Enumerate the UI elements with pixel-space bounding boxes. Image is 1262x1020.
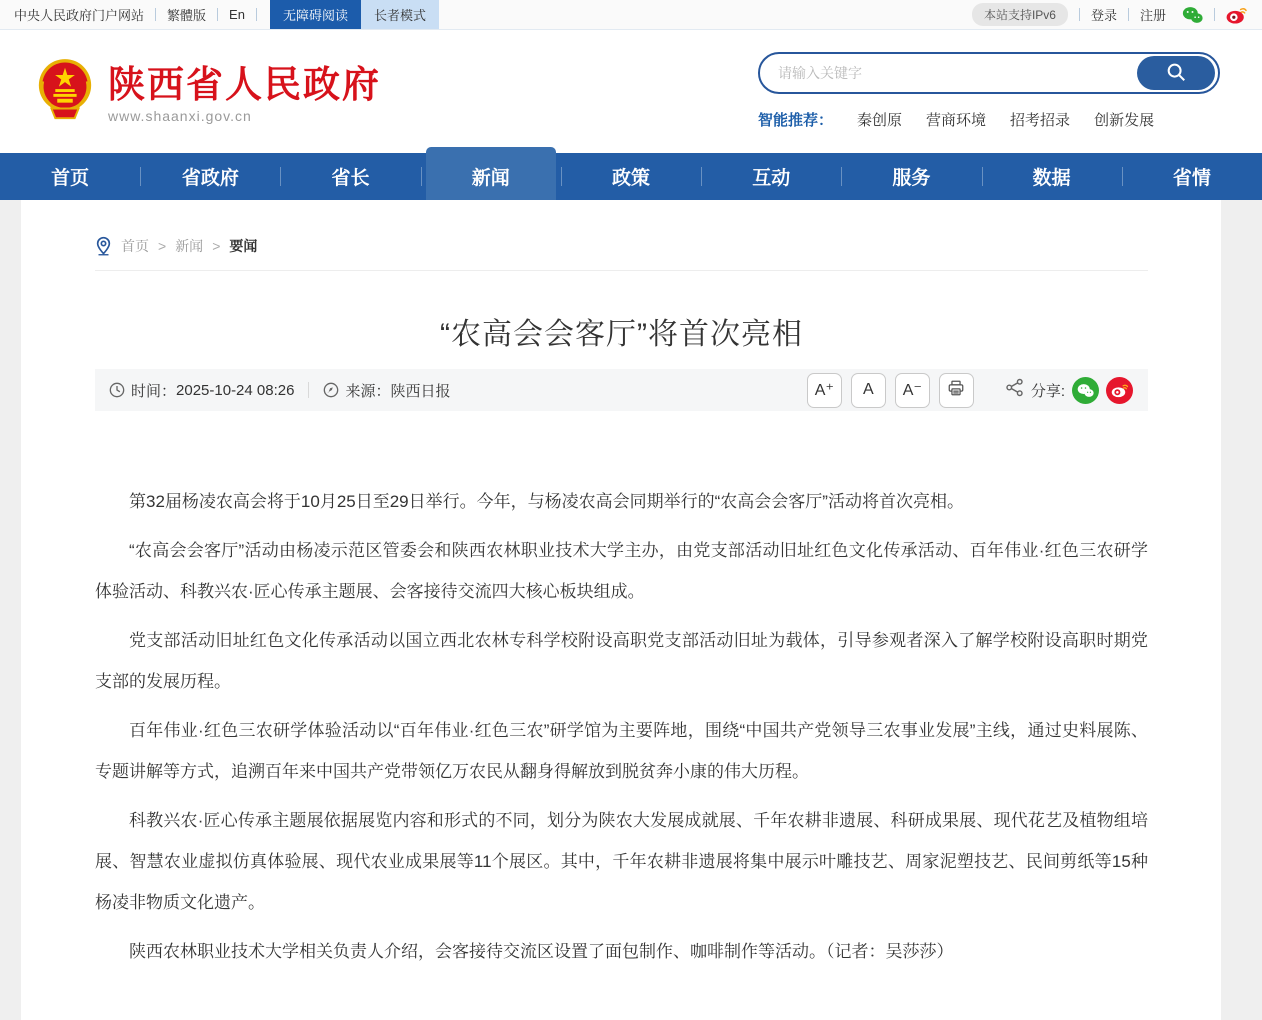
time-label: 时间：: [131, 382, 177, 400]
article: [95, 309, 1148, 972]
article-paragraph: “农高会会客厅”活动由杨凌示范区管委会和陕西农林职业技术大学主办，由党支部活动旧址红色文化传承活动、百年伟业·红色三农研学体验活动、科教兴农·匠心传承主题展、会客接待交流四大核心板块组成。: [95, 541, 1148, 601]
nav-item-news[interactable]: 新闻: [421, 153, 561, 200]
nav-item-provincial-overview[interactable]: 省情: [1122, 153, 1262, 200]
site-logo[interactable]: [34, 36, 381, 153]
source-name: 陕西日报: [390, 382, 451, 400]
breadcrumb-separator: >: [212, 238, 221, 254]
divider: [1079, 8, 1080, 21]
divider: [308, 382, 309, 398]
elder-mode-button[interactable]: 长者模式: [361, 0, 439, 29]
font-normal-button[interactable]: A: [851, 373, 886, 408]
accessibility-reading-button[interactable]: 无障碍阅读: [270, 0, 361, 29]
divider: [155, 8, 156, 21]
breadcrumb: [95, 200, 1148, 271]
english-link[interactable]: En: [229, 7, 245, 22]
top-utility-bar: [0, 0, 1262, 30]
wechat-icon[interactable]: [1182, 6, 1203, 24]
share-label: 分享:: [1030, 382, 1065, 400]
source-label: 来源：: [345, 382, 391, 400]
breadcrumb-separator: >: [158, 238, 167, 254]
national-emblem-icon: [34, 56, 96, 133]
weibo-icon[interactable]: [1226, 5, 1248, 24]
search-button[interactable]: [1137, 56, 1215, 90]
nav-item-home[interactable]: 首页: [51, 168, 90, 189]
nav-item-policy[interactable]: 政策: [561, 153, 701, 200]
nav-item-provincial-government[interactable]: 省政府: [140, 153, 280, 200]
recommend-link-qinchuangyuan[interactable]: 秦创原: [857, 112, 903, 129]
recommend-link-recruitment[interactable]: 招考招录: [1010, 112, 1071, 129]
article-paragraph: 科教兴农·匠心传承主题展依据展览内容和形式的不同，划分为陕农大发展成就展、千年农耕非遗展、科研成果展、现代花艺及植物组培展、智慧农业虚拟仿真体验展、现代农业成果展等11个展区。其中，千年农耕非遗展将集中展示叶雕技艺、周家泥塑技艺、民间剪纸等15种杨凌非物质文化遗产。: [95, 811, 1148, 912]
article-body: [95, 481, 1148, 972]
divider: [217, 8, 218, 21]
share-icon: [1005, 378, 1024, 402]
search-area: [758, 52, 1220, 153]
article-paragraph: 党支部活动旧址红色文化传承活动以国立西北农林专科学校附设高职党支部活动旧址为载体，引导参观者深入了解学校附设高职时期党支部的发展历程。: [95, 631, 1148, 691]
divider: [256, 8, 257, 21]
breadcrumb-news[interactable]: 新闻: [175, 238, 204, 254]
search-icon: [1165, 61, 1187, 86]
site-header: [0, 30, 1262, 153]
font-smaller-button[interactable]: A⁻: [895, 373, 930, 408]
recommend-link-innovation[interactable]: 创新发展: [1094, 112, 1155, 129]
smart-recommend-label: 智能推荐：: [758, 112, 834, 129]
article-meta-bar: [95, 369, 1148, 411]
gov-portal-link[interactable]: 中央人民政府门户网站: [14, 8, 145, 23]
register-link[interactable]: 注册: [1139, 8, 1166, 23]
site-name: 陕西省人民政府: [108, 63, 381, 105]
site-url: www.shaanxi.gov.cn: [108, 108, 252, 125]
search-input[interactable]: [760, 65, 1137, 81]
article-paragraph: 百年伟业·红色三农研学体验活动以“百年伟业·红色三农”研学馆为主要阵地，围绕“中国共产党领导三农事业发展”主线，通过史料展陈、专题讲解等方式，追溯百年来中国共产党带领亿万农民从翻身得解放到脱贫奔小康的伟大历程。: [95, 721, 1148, 781]
article-paragraph: 第32届杨凌农高会将于10月25日至29日举行。今年，与杨凌农高会同期举行的“农高会会客厅”活动将首次亮相。: [129, 492, 964, 511]
recommend-link-business-environment[interactable]: 营商环境: [926, 112, 987, 129]
share-weibo-button[interactable]: [1106, 377, 1133, 404]
source-icon: [323, 382, 339, 398]
main-content: [21, 200, 1221, 1020]
divider: [1128, 8, 1129, 21]
divider: [1214, 8, 1215, 21]
traditional-chinese-link[interactable]: 繁體版: [167, 8, 207, 23]
nav-item-services[interactable]: 服务: [841, 153, 981, 200]
breadcrumb-home[interactable]: 首页: [121, 238, 149, 254]
article-title: “农高会会客厅”将首次亮相: [440, 318, 803, 351]
article-paragraph: 陕西农林职业技术大学相关负责人介绍，会客接待交流区设置了面包制作、咖啡制作等活动。（记者：吴莎莎）: [129, 942, 954, 961]
publish-time: 2025-10-24 08:26: [176, 381, 295, 399]
nav-item-governor[interactable]: 省长: [280, 153, 420, 200]
smart-recommend-row: [758, 109, 1220, 130]
login-link[interactable]: 登录: [1090, 8, 1117, 23]
search-box: [758, 52, 1220, 94]
primary-nav: [0, 153, 1262, 200]
ipv6-badge: 本站支持IPv6: [972, 3, 1068, 26]
breadcrumb-current: 要闻: [229, 238, 258, 254]
location-pin-icon: [95, 236, 112, 256]
nav-item-interaction[interactable]: 互动: [701, 153, 841, 200]
clock-icon: [109, 382, 125, 398]
nav-item-data[interactable]: 数据: [982, 153, 1122, 200]
share-wechat-button[interactable]: [1072, 377, 1099, 404]
font-larger-button[interactable]: A⁺: [807, 373, 842, 408]
printer-icon: [947, 379, 965, 402]
print-button[interactable]: [939, 373, 974, 408]
